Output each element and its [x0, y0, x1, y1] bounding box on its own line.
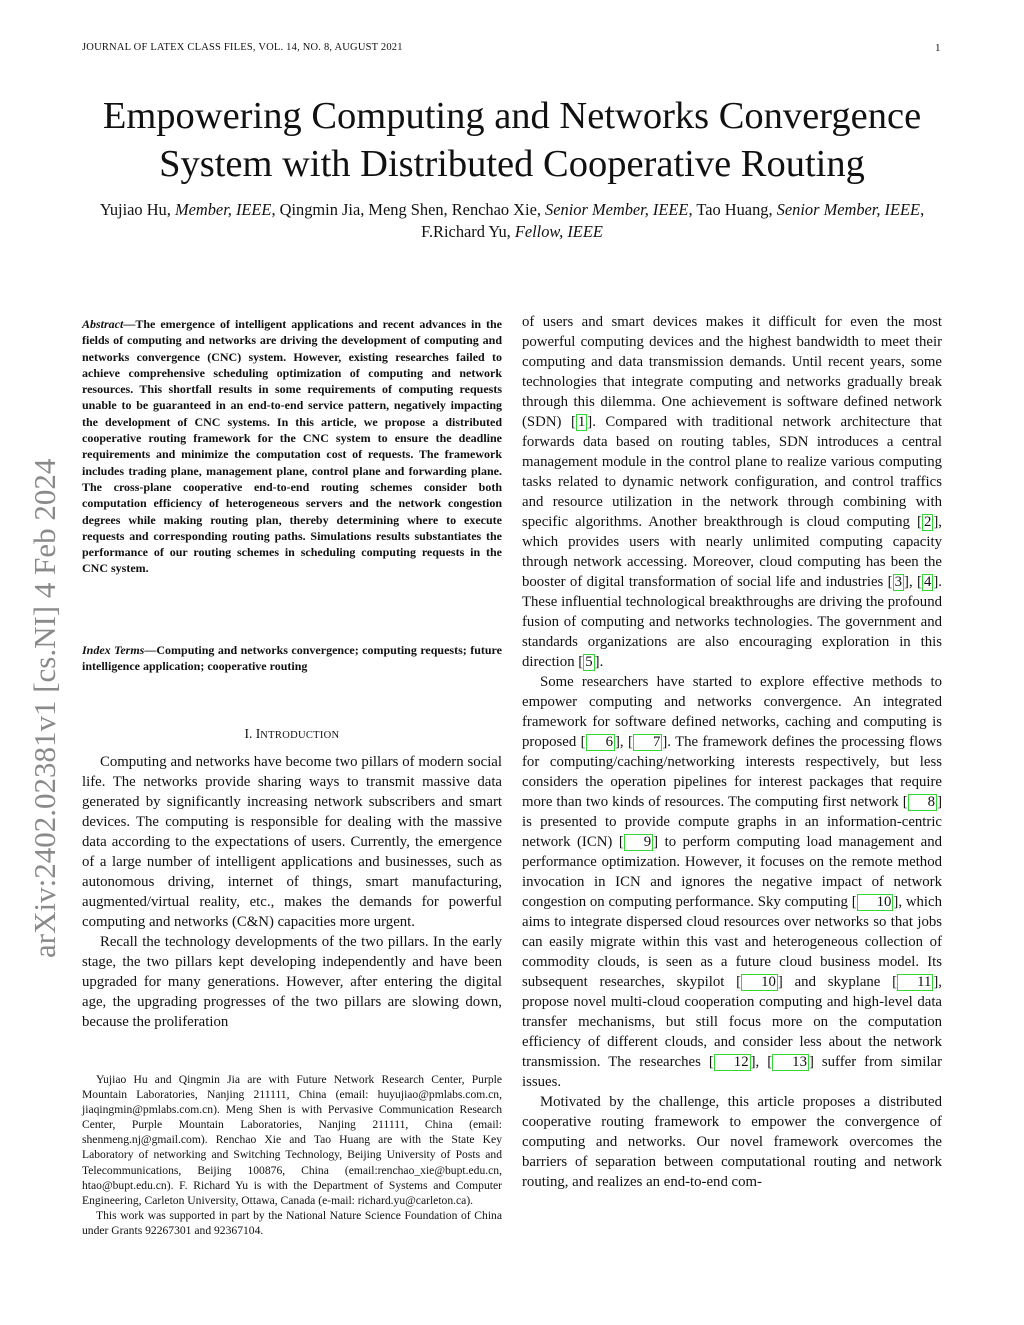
page-number: 1 [935, 42, 941, 54]
abstract-label: Abstract [82, 317, 124, 331]
text-run: . These influential technological breakthroughs are driving the profound fusion of computing and networks technologies. The government and standards organizations are also encouraging exploration in this direction [522, 574, 942, 670]
title-line-2: System with Distributed Cooperative Routing [159, 143, 865, 185]
author-name: Yujiao Hu, [99, 200, 175, 219]
section-number: I. [244, 726, 256, 741]
citation-link[interactable]: 11 [897, 974, 933, 991]
text-run: is presented to provide compute graphs in an information-centric network (ICN) [522, 814, 942, 850]
author-list [82, 199, 942, 243]
text-run: suffer from similar issues. [522, 1054, 942, 1090]
author-name: , Tao Huang, [688, 200, 777, 219]
citation-link[interactable]: 2 [923, 514, 932, 530]
citation-link[interactable]: 3 [894, 574, 902, 590]
title-line-1: Empowering Computing and Networks Convergence [102, 95, 922, 137]
text-run: , [755, 1054, 768, 1070]
text-run: , [908, 574, 918, 590]
citation-link[interactable]: 6 [586, 734, 615, 751]
footnote-funding: This work was supported in part by the National Nature Science Foundation of China under Grants 92267301 and 92367104. [82, 1208, 502, 1237]
author-affiliation: Member, IEEE [174, 200, 272, 219]
right-paragraph-1: of users and smart devices makes it difficult for even the most powerful computing devices and the highest bandwidth to meet their computing and data transmission demands. Until recent years, some technologies that integrate computing and networks gradually break through this dilemma. One achievement is software defined network (SDN) [ 1 ]. Compared with traditional network architecture that forwards data based on routing tables, SDN introduces a central management module in the control plane to realize various computing tasks related to dynamic network configuration, and control traffics and resource utilization in the network through combining with specific algorithms. Another breakthrough is cloud computing [ 2 ], which provides users with nearly unlimited computing capacity through network accessing. Moreover, cloud computing has been the booster of digital transformation of social life and industries [ 3 ], [ 4 ]. These influential technological breakthroughs are driving the profound fusion of computing and networks technologies. The government and standards organizations are also encouraging exploration in this direction [ 5 ]. [522, 314, 943, 670]
text-run: , which provides users with nearly unlimited computing capacity through network accessing. Moreover, cloud computing has been the booster of digital transformation of social life and industries [522, 514, 942, 590]
introduction-left-column [82, 752, 502, 1032]
author-affiliation: Fellow, IEEE [514, 222, 603, 241]
section-initial: I [255, 726, 261, 741]
citation-link[interactable]: 9 [624, 834, 653, 851]
paper-title [60, 92, 964, 188]
text-run: of users and smart devices makes it difficult for even the most powerful computing devices and the highest bandwidth to meet their computing and data transmission demands. Until recent years, some technologies that integrate computing and networks gradually break through this dilemma. One achievement is software defined network (SDN) [522, 314, 942, 430]
running-head: JOURNAL OF LATEX CLASS FILES, VOL. 14, NO. 8, AUGUST 2021 [82, 42, 403, 53]
intro-paragraph-2: Recall the technology developments of the two pillars. In the early stage, the two pillars kept developing independently and have been upgraded for many generations. However, after entering the digital age, the upgrading progresses of the two pillars are slowing down, because the proliferation [82, 934, 502, 1030]
section-heading-introduction [82, 726, 502, 742]
author-name: , Qingmin Jia, Meng Shen, Renchao Xie, [271, 200, 546, 219]
text-run: . [599, 654, 604, 670]
citation-link[interactable]: 7 [633, 734, 662, 751]
author-affiliation: Senior Member, IEEE [776, 200, 921, 219]
author-affiliation: Senior Member, IEEE [545, 200, 689, 219]
section-title-rest: NTRODUCTION [260, 730, 340, 741]
right-paragraph-3: Motivated by the challenge, this article proposes a distributed cooperative routing framework to empower the convergence of computing and networks. Our novel framework overcomes the barriers of separation between computational routing and network routing, and realizes an end-to-end com- [522, 1094, 942, 1190]
text-run: , [619, 734, 629, 750]
intro-paragraph-1: Computing and networks have become two pillars of modern social life. The networks provide sharing ways to transmit massive data generated by significantly increasing network subscribers and smart devices. The computing is responsible for dealing with the massive data according to the expectations of users. Currently, the emergence of a large number of intelligent applications and businesses, such as autonomous driving, internet of things, smart manufacturing, augmented/virtual reality, etc., makes the demands for powerful computing and networks (C&N) capacities more urgent. [82, 754, 502, 930]
text-run: , which aims to integrate dispersed cloud resources over networks so that jobs can easily migrate within this vast and heterogeneous collection of commodity clouds, is seen as a future cloud business model. Its subsequent researches, skypilot [522, 894, 943, 990]
citation-link[interactable]: 13 [772, 1054, 809, 1071]
author-name: , F.Richard Yu, [421, 200, 925, 241]
text-run: to perform computing load management and performance optimization. However, it focuses on the remote method invocation in ICN and ignores the negative impact of network congestion on computing performance. Sky computing [522, 834, 942, 910]
text-run: . The framework defines the processing flows for computing/caching/networking interests respectively, but less considers the operation pipelines for interest packages that require more than two kinds of resources. The computing first network [522, 734, 942, 810]
index-terms-text: —Computing and networks convergence; computing requests; future intelligence application; cooperative routing [82, 643, 502, 674]
index-terms-label: Index Terms [82, 643, 145, 657]
text-run: . Compared with traditional network architecture that forwards data based on routing tables, SDN introduces a central management module in the control plane to realize various computing tasks related to dynamic network configuration, and control traffics and resource utilization in the network through combining with specific algorithms. Another breakthrough is cloud computing [522, 414, 943, 530]
citation-link[interactable]: 8 [908, 794, 937, 811]
text-run: Some researchers have started to explore effective methods to empower computing and networks convergence. An integrated framework for software defined networks, caching and computing is proposed [522, 674, 942, 750]
citation-link[interactable]: 10 [741, 974, 778, 991]
right-column [522, 312, 942, 1192]
right-paragraph-2: Some researchers have started to explore effective methods to empower computing and networks convergence. An integrated framework for software defined networks, caching and computing is proposed [ 6 ], [ 7 ]. The framework defines the processing flows for computing/caching/networking interests respectively, but less considers the operation pipelines for interest packages that require more than two kinds of resources. The computing first network [ 8 ] is presented to provide compute graphs in an information-centric network (ICN) [ 9 ] to perform computing load management and performance optimization. However, it focuses on the remote method invocation in ICN and ignores the negative impact of network congestion on computing performance. Sky computing [ 10 ], which aims to integrate dispersed cloud resources over networks so that jobs can easily migrate within this vast and heterogeneous collection of commodity clouds, is seen as a future cloud business model. Its subsequent researches, skypilot [ 10 ] and skyplane [ 11 ], propose novel multi-cloud cooperation computing and high-level data transfer mechanisms, but still focus more on the computation efficiency of different clouds, and consider less about the network transmission. The researches [ 12 ], [ 13 ] suffer from similar issues. [522, 674, 943, 1090]
text-run: and skyplane [782, 974, 893, 990]
citation-link[interactable]: 5 [585, 654, 593, 670]
citation-link[interactable]: 4 [923, 574, 932, 590]
index-terms [82, 642, 502, 675]
citation-link[interactable]: 10 [857, 894, 894, 911]
abstract [82, 316, 502, 577]
footnote-affiliations: Yujiao Hu and Qingmin Jia are with Future Network Research Center, Purple Mountain Laboratories, Nanjing 211111, China (email: huyujiao@pmlabs.com.cn, jiaqingmin@pmlabs.com.cn). Meng Shen is with Pervasive Communication Research Center, Purple Mountain Laboratories, Nanjing 211111, China (email: shenmeng.nj@gmail.com). Renchao Xie and Tao Huang are with the State Key Laboratory of networking and Switching Technology, Beijing University of Posts and Telecommunications, Beijing 100876, China (email:renchao_xie@bupt.edu.cn, htao@bupt.edu.cn). F. Richard Yu is with the Department of Systems and Computer Engineering, Carleton University, Ottawa, Canada (e-mail: richard.yu@carleton.ca). [82, 1073, 502, 1207]
footnotes [82, 1072, 502, 1238]
text-run: , propose novel multi-cloud cooperation computing and high-level data transfer mechanisms, but still focus more on the computation efficiency of different clouds, and consider less about the network transmission. The researches [522, 974, 942, 1070]
citation-link[interactable]: 12 [714, 1054, 751, 1071]
citation-link[interactable]: 1 [577, 414, 586, 430]
arxiv-identifier-stamp[interactable]: arXiv:2402.02381v1 [cs.NI] 4 Feb 2024 [27, 458, 62, 958]
abstract-text: —The emergence of intelligent applications and recent advances in the fields of computing and networks are driving the development of computing and networks convergence (CNC) system. However, existing researches failed to achieve comprehensive scheduling optimization of computing and network resources. This shortfall results in some requirements of computing requests unable to be guaranteed in an end-to-end service pattern, negatively impacting the development of CNC systems. In this article, we propose a distributed cooperative routing framework for the CNC system to ensure the deadline requirements and minimize the computation cost of requests. The framework includes trading plane, management plane, control plane and forwarding plane. The cross-plane cooperative end-to-end routing schemes consider both computation efficiency of heterogeneous servers and the network congestion degrees while making routing plan, thereby determining where to execute requests and corresponding routing paths. Simulations results substantiates the performance of our routing schemes in scheduling computing requests in the CNC system. [82, 317, 502, 576]
